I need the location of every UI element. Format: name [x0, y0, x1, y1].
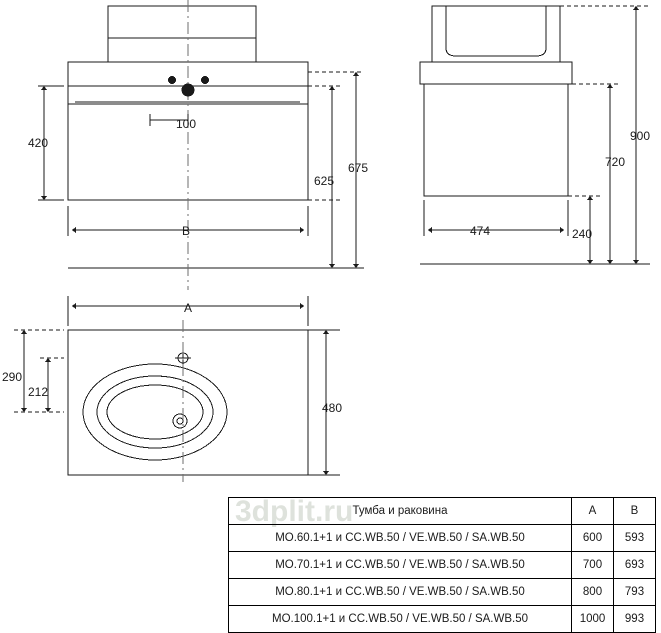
side-view-basin-top [420, 62, 572, 84]
table-row [229, 552, 656, 579]
dim-label-420: 420 [28, 136, 49, 150]
watermark: 3dplit.ru [235, 495, 354, 528]
table-cell-name: MO.60.1+1 и CC.WB.50 / VE.WB.50 / SA.WB.50 [229, 525, 572, 552]
dim-label-900: 900 [630, 129, 651, 143]
table-cell-name: MO.100.1+1 и CC.WB.50 / VE.WB.50 / SA.WB.50 [229, 606, 572, 633]
side-view-cabinet [424, 84, 568, 196]
dim-label-240: 240 [572, 227, 593, 241]
table-row [229, 579, 656, 606]
dim-label-100: 100 [176, 117, 197, 131]
dim-label-625: 625 [314, 174, 335, 188]
top-view-basin [83, 364, 227, 460]
dim-label-290: 290 [2, 370, 23, 384]
specification-table [228, 497, 656, 633]
top-view-outline [68, 330, 308, 475]
dim-label-474: 474 [470, 224, 491, 238]
table-header-a: A [572, 498, 614, 525]
table-cell-b: 793 [614, 579, 656, 606]
table-cell-a: 800 [572, 579, 614, 606]
dim-label-B-front: B [182, 224, 191, 238]
table-cell-a: 600 [572, 525, 614, 552]
front-view-mirror-unit [108, 6, 256, 62]
table-header-row [229, 498, 656, 525]
table-cell-name: MO.80.1+1 и CC.WB.50 / VE.WB.50 / SA.WB.50 [229, 579, 572, 606]
dim-label-720: 720 [605, 155, 626, 169]
table-header-name: Тумба и раковина [229, 498, 572, 525]
table-row [229, 606, 656, 633]
side-view-mirror-unit [432, 6, 560, 62]
dim-label-675: 675 [348, 161, 369, 175]
dim-label-A: A [184, 301, 193, 315]
table-cell-b: 593 [614, 525, 656, 552]
table-cell-b: 993 [614, 606, 656, 633]
dim-label-212: 212 [28, 385, 49, 399]
table-cell-a: 1000 [572, 606, 614, 633]
dim-label-480: 480 [322, 401, 343, 415]
table-cell-b: 693 [614, 552, 656, 579]
table-cell-a: 700 [572, 552, 614, 579]
top-view-drain [173, 414, 187, 428]
side-dim-474 [424, 200, 568, 236]
table-cell-name: MO.70.1+1 и CC.WB.50 / VE.WB.50 / SA.WB.50 [229, 552, 572, 579]
table-row [229, 525, 656, 552]
table-header-b: B [614, 498, 656, 525]
